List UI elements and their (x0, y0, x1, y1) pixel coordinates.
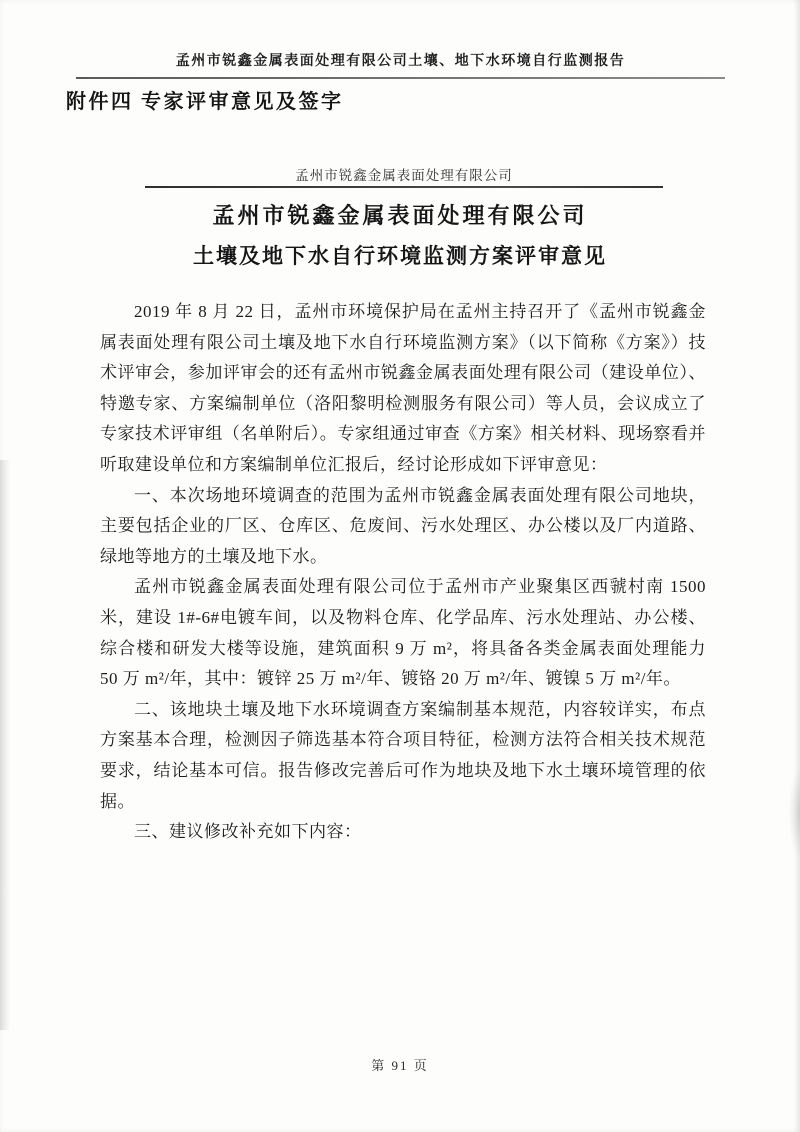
body-paragraph: 三、建议修改补充如下内容： (134, 822, 362, 842)
document-title-line2: 土壤及地下水自行环境监测方案评审意见 (193, 244, 607, 268)
letterhead-text: 孟州市锐鑫金属表面处理有限公司 (295, 168, 513, 183)
scan-artifact-right-streak (793, 0, 800, 1132)
page-number: 第 91 页 (371, 1058, 429, 1073)
scan-artifact-right-smudge (788, 768, 800, 858)
scan-artifact-left-streak (0, 460, 10, 1030)
header-rule (76, 77, 725, 79)
body-paragraph: 2019 年 8 月 22 日，孟州市环境保护局在孟州主持召开了《孟州市锐鑫金属表面处理有限公司土壤及地下水自行环境监测方案》（以下简称《方案》）技术评审会，参加评审会的还有孟州市锐鑫金属表面处理有限公司（建设单位）、特邀专家、方案编制单位（洛阳黎明检测服务有限公司）等人员，会议成立了专家技术评审组（名单附后）。专家组通过审查《方案》相关材料、现场察看并听取建设单位和方案编制单位汇报后，经讨论形成如下评审意见： (100, 302, 706, 474)
document-title-line1: 孟州市锐鑫金属表面处理有限公司 (212, 203, 588, 228)
body-paragraph: 孟州市锐鑫金属表面处理有限公司位于孟州市产业聚集区西虢村南 1500 米，建设 1#-6#电镀车间，以及物料仓库、化学品库、污水处理站、办公楼、综合楼和研发大楼等设施，建筑面积 9 万 m²，将具备各类金属表面处理能力 50 万 m²/年，其中：镀锌 25 万 m²/年、镀铬 20 万 m²/年、镀镍 5 万 m²/年。 (100, 577, 706, 689)
letterhead-rule (145, 186, 663, 188)
document-body (100, 297, 706, 848)
body-paragraph: 一、本次场地环境调查的范围为孟州市锐鑫金属表面处理有限公司地块，主要包括企业的厂区、仓库区、危废间、污水处理区、办公楼以及厂内道路、绿地等地方的土壤及地下水。 (100, 485, 706, 566)
report-header-title: 孟州市锐鑫金属表面处理有限公司土壤、地下水环境自行监测报告 (175, 54, 626, 69)
attachment-heading: 附件四 专家评审意见及签字 (66, 91, 344, 113)
body-paragraph: 二、该地块土壤及地下水环境调查方案编制基本规范，内容较详实，布点方案基本合理，检测因子筛选基本符合项目特征，检测方法符合相关技术规范要求，结论基本可信。报告修改完善后可作为地块及地下水土壤环境管理的依据。 (100, 699, 706, 811)
